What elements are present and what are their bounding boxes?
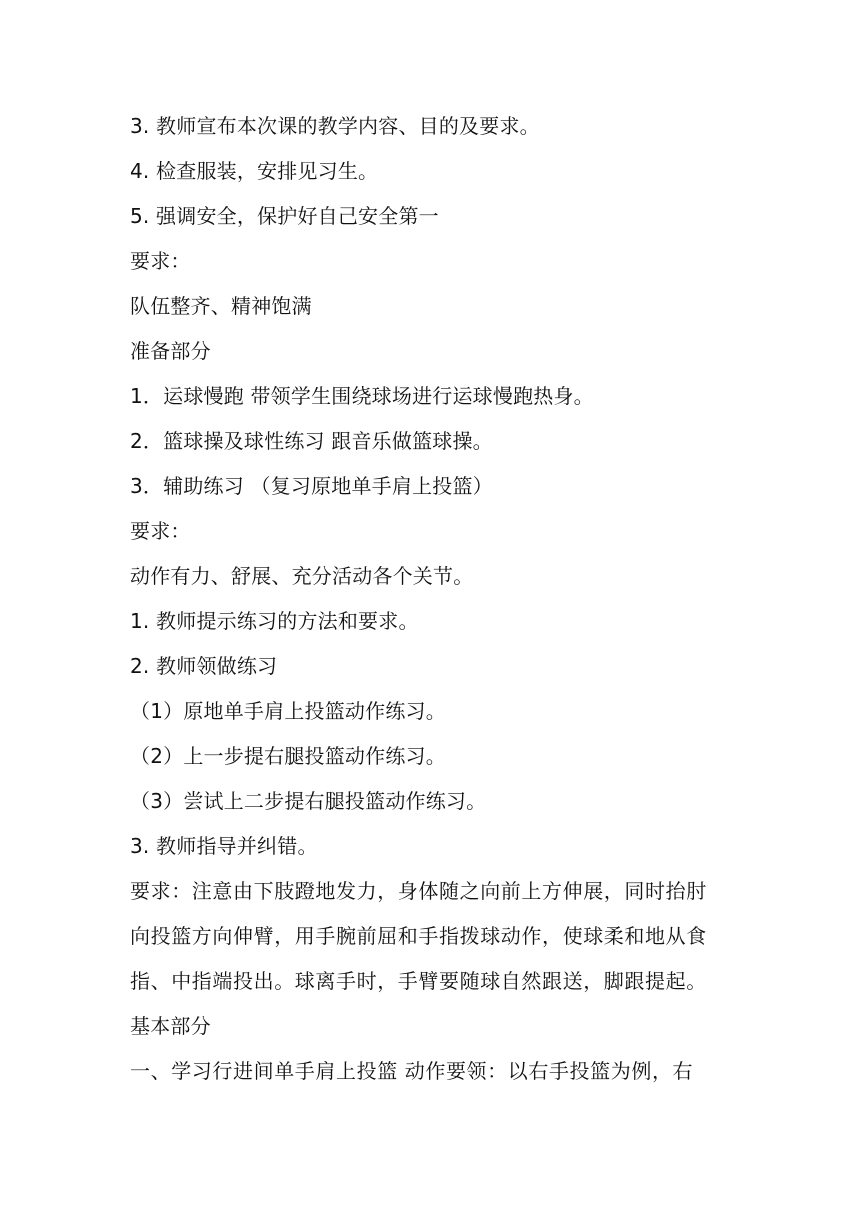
section-heading: 基本部分	[130, 1014, 211, 1038]
text-line: 指、中指端投出。球离手时，手臂要随球自然跟送，脚跟提起。	[130, 969, 707, 993]
text-line: 动作有力、舒展、充分活动各个关节。	[130, 564, 474, 588]
text-line: 要求：	[130, 519, 191, 543]
text-line: 2．篮球操及球性练习 跟音乐做篮球操。	[130, 429, 493, 453]
text-line: 4. 检查服装，安排见习生。	[130, 159, 379, 183]
section-heading: 准备部分	[130, 339, 211, 363]
text-line: 3．辅助练习 （复习原地单手肩上投篮）	[130, 474, 493, 498]
text-line: 队伍整齐、精神饱满	[130, 294, 312, 318]
text-line: 一、学习行进间单手肩上投篮 动作要领：以右手投篮为例，右	[130, 1059, 694, 1083]
document-body	[130, 104, 740, 1094]
text-line: （1）原地单手肩上投篮动作练习。	[130, 699, 446, 723]
text-line: 3. 教师宣布本次课的教学内容、目的及要求。	[130, 114, 540, 138]
text-line: 1．运球慢跑 带领学生围绕球场进行运球慢跑热身。	[130, 384, 594, 408]
text-line: （3）尝试上二步提右腿投篮动作练习。	[130, 789, 487, 813]
text-line: （2）上一步提右腿投篮动作练习。	[130, 744, 446, 768]
text-line: 向投篮方向伸臂，用手腕前屈和手指拨球动作，使球柔和地从食	[130, 924, 707, 948]
text-line: 2. 教师领做练习	[130, 654, 278, 678]
text-line: 1. 教师提示练习的方法和要求。	[130, 609, 419, 633]
text-line: 要求：	[130, 249, 191, 273]
text-line: 3. 教师指导并纠错。	[130, 834, 318, 858]
text-line: 要求：注意由下肢蹬地发力，身体随之向前上方伸展，同时抬肘	[130, 879, 707, 903]
text-line: 5. 强调安全，保护好自己安全第一	[130, 204, 439, 228]
